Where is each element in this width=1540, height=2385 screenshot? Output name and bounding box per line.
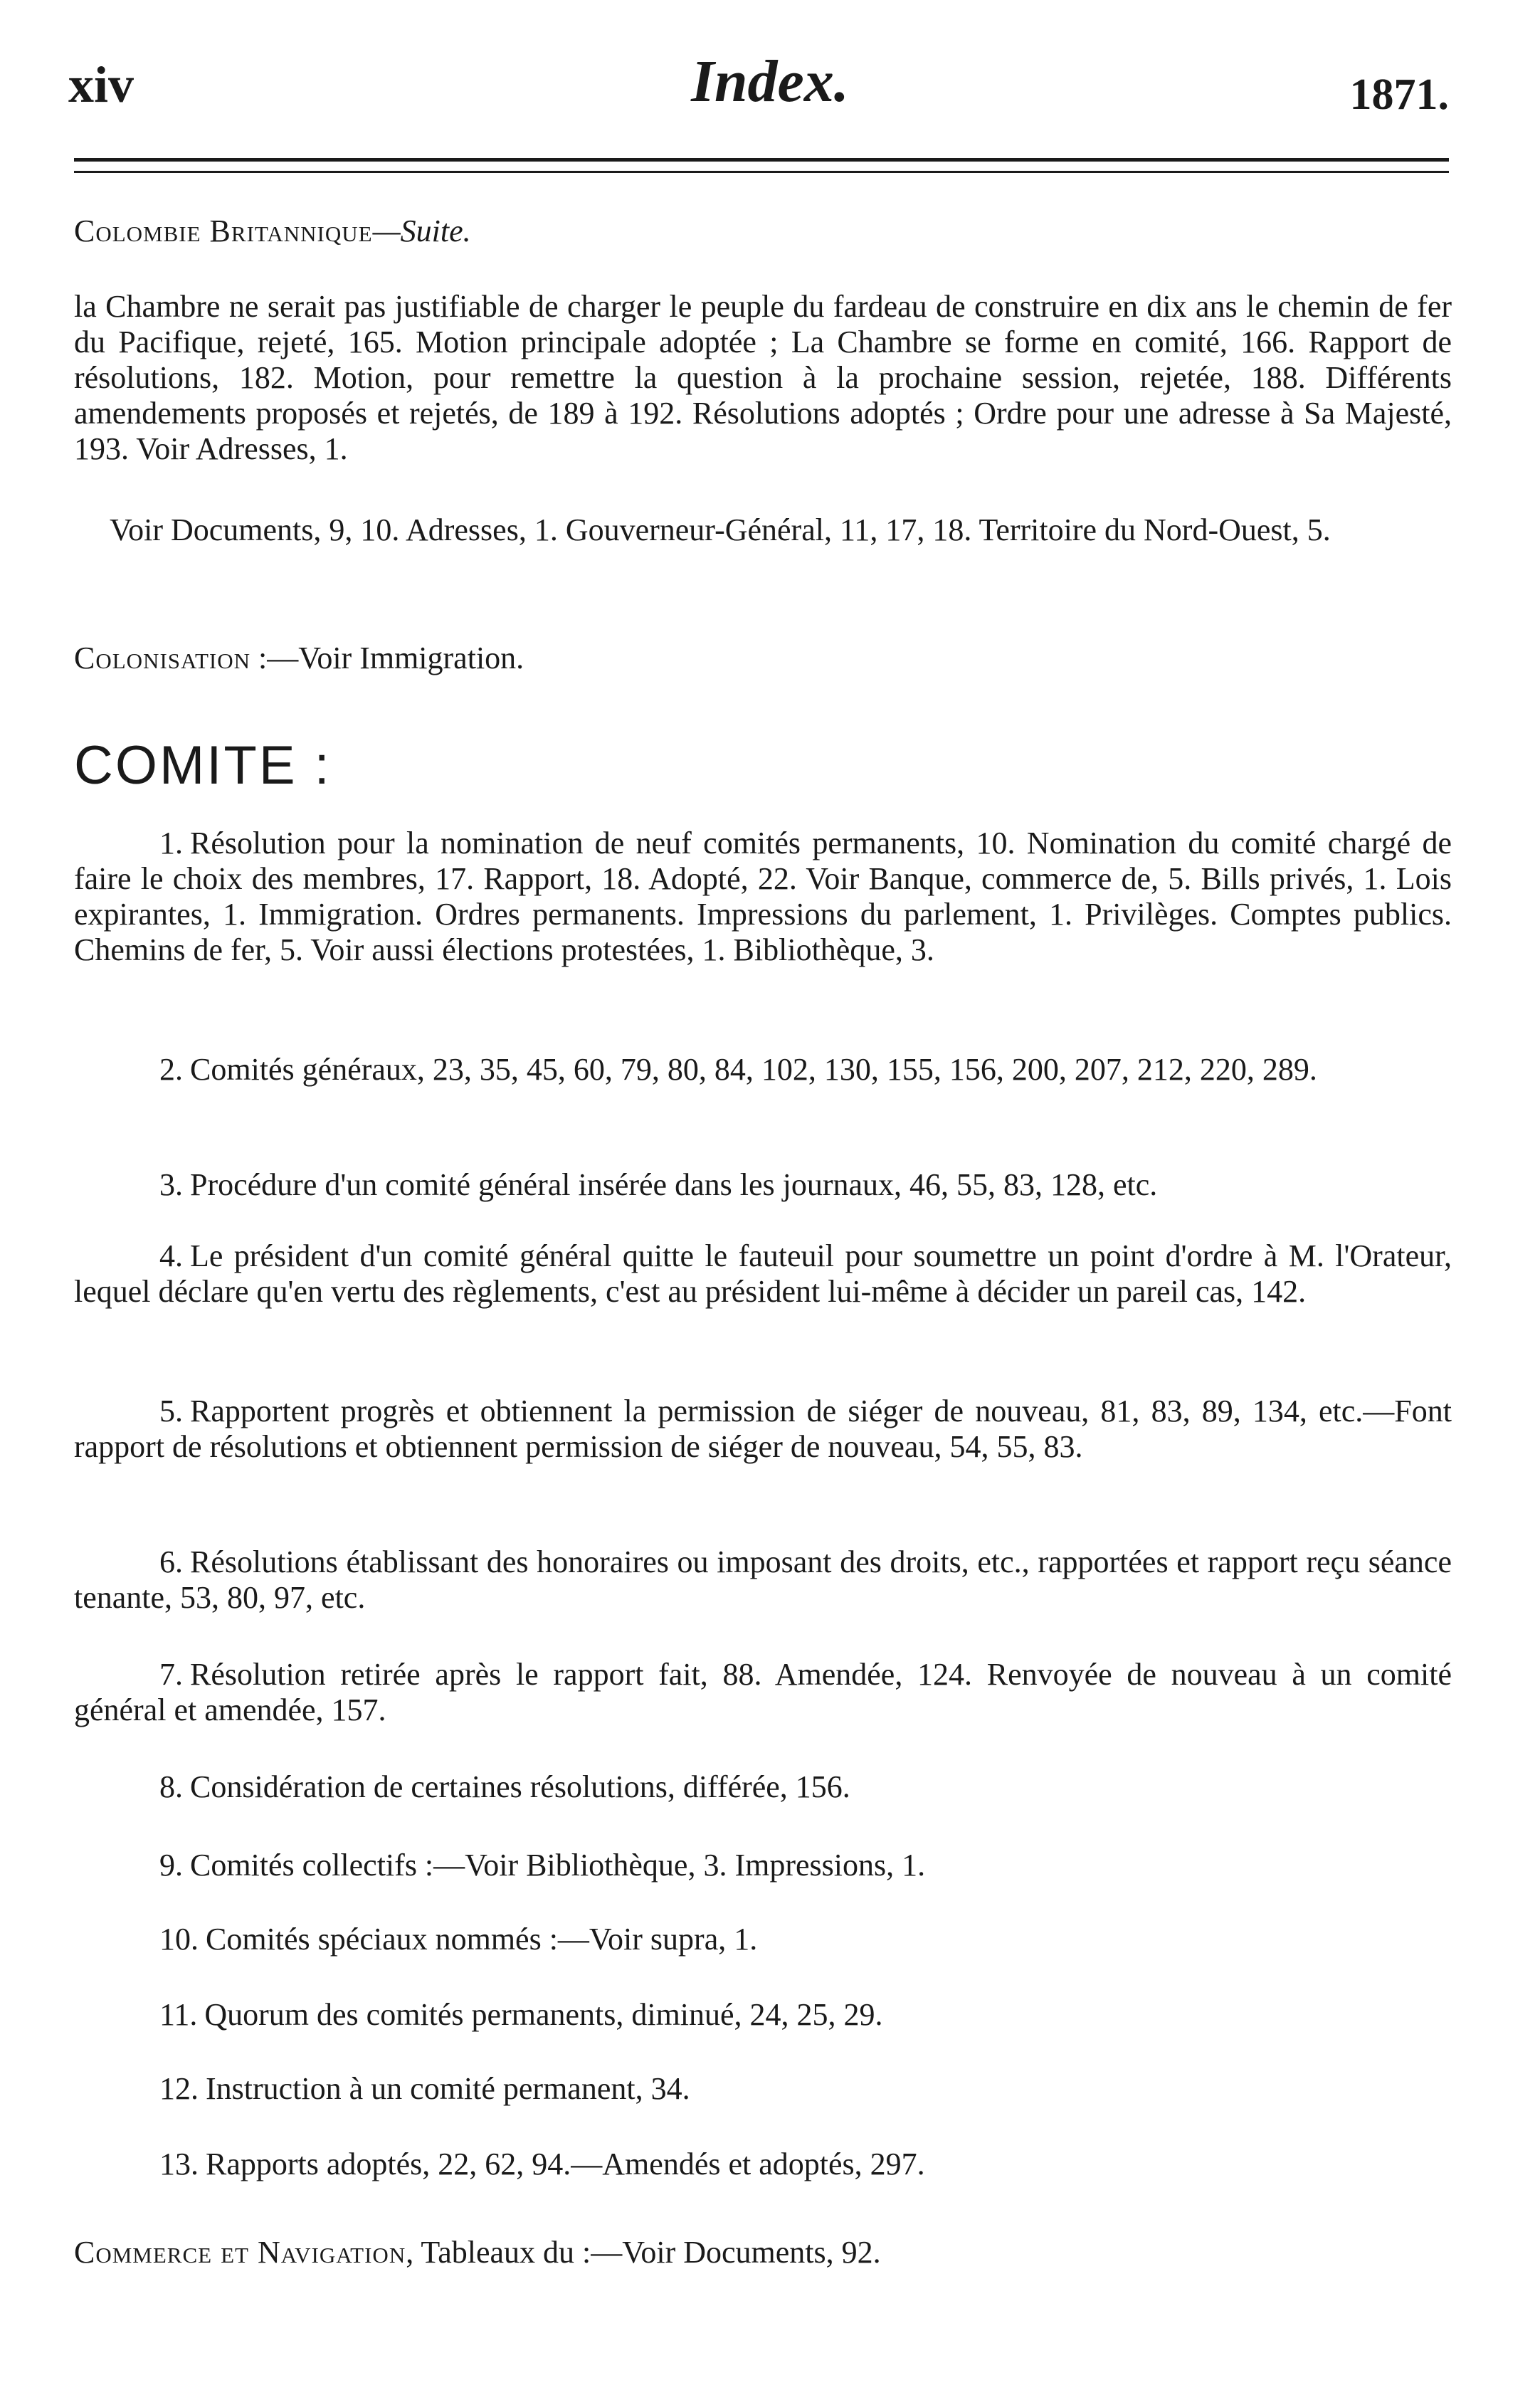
comite-item-number: 5. xyxy=(159,1394,183,1428)
commerce-text: , Tableaux du :—Voir Documents, 92. xyxy=(406,2235,881,2270)
comite-item-text: Résolution retirée après le rapport fait, 88. Amendée, 124. Renvoyée de nouveau à un comité général et amendée, 157. xyxy=(74,1657,1452,1727)
comite-item-number: 1. xyxy=(159,826,183,860)
page-year: 1871. xyxy=(1349,70,1449,119)
page-title: Index. xyxy=(691,48,849,115)
colombie-heading-main: Colombie Britannique xyxy=(74,214,373,248)
comite-item-number: 7. xyxy=(159,1657,183,1692)
comite-item-number: 12. xyxy=(159,2071,199,2106)
comite-item-10 xyxy=(74,1922,1452,1957)
comite-item-text: Rapportent progrès et obtiennent la permission de siéger de nouveau, 81, 83, 89, 134, etc.—Font rapport de résolutions et obtiennent permission de siéger de nouveau, 54, 55, 83. xyxy=(74,1394,1452,1464)
comite-item-7 xyxy=(74,1657,1452,1728)
comite-item-text: Procédure d'un comité général insérée dans les journaux, 46, 55, 83, 128, etc. xyxy=(190,1167,1158,1202)
header-rule-thick xyxy=(74,158,1449,162)
comite-item-number: 4. xyxy=(159,1238,183,1273)
comite-item-number: 3. xyxy=(159,1167,183,1202)
comite-item-text: Comités spéciaux nommés :—Voir supra, 1. xyxy=(206,1922,758,1957)
comite-item-number: 13. xyxy=(159,2147,199,2181)
page-number: xiv xyxy=(68,56,135,113)
comite-item-text: Considération de certaines résolutions, différée, 156. xyxy=(190,1769,850,1804)
comite-item-6 xyxy=(74,1544,1452,1616)
commerce-entry xyxy=(74,2235,1452,2270)
comite-item-2 xyxy=(74,1052,1452,1088)
colonisation-heading: Colonisation xyxy=(74,641,250,675)
comite-item-number: 6. xyxy=(159,1544,183,1579)
comite-item-text: Le président d'un comité général quitte le fauteuil pour soumettre un point d'ordre à M. l'Orateur, lequel déclare qu'en vertu des règlements, c'est au président lui-même à décider un pareil cas, 142. xyxy=(74,1238,1452,1309)
comite-item-number: 9. xyxy=(159,1848,183,1883)
comite-item-number: 2. xyxy=(159,1052,183,1087)
comite-item-text: Comités généraux, 23, 35, 45, 60, 79, 80, 84, 102, 130, 155, 156, 200, 207, 212, 220, 289. xyxy=(190,1052,1317,1087)
comite-item-text: Comités collectifs :—Voir Bibliothèque, 3. Impressions, 1. xyxy=(190,1848,926,1883)
commerce-heading: Commerce et Navigation xyxy=(74,2235,406,2270)
comite-item-1 xyxy=(74,826,1452,968)
comite-item-3 xyxy=(74,1167,1452,1203)
colombie-heading-suffix: —Suite. xyxy=(372,214,471,248)
colonisation-text: :—Voir Immigration. xyxy=(250,641,524,675)
comite-item-text: Quorum des comités permanents, diminué, 24, 25, 29. xyxy=(204,1997,883,2032)
header-rule-thin xyxy=(74,171,1449,173)
comite-item-11 xyxy=(74,1997,1452,2033)
comite-item-text: Instruction à un comité permanent, 34. xyxy=(206,2071,690,2106)
comite-item-13 xyxy=(74,2147,1452,2182)
comite-item-9 xyxy=(74,1848,1452,1883)
colonisation-entry xyxy=(74,641,1452,676)
comite-item-number: 11. xyxy=(159,1997,198,2032)
colombie-body: la Chambre ne serait pas justifiable de charger le peuple du fardeau de construire en dix ans le chemin de fer du Pacifique, rejeté, 165. Motion principale adoptée ; La Chambre se forme en comité, 166. Rapport de résolutions, 182. Motion, pour remettre la question à la prochaine session, rejetée, 188. Différents amendements proposés et rejetés, de 189 à 192. Résolutions adoptés ; Ordre pour une adresse à Sa Majesté, 193. Voir Adresses, 1. xyxy=(74,289,1452,466)
comite-heading: COMITE : xyxy=(74,735,332,796)
colombie-voir: Voir Documents, 9, 10. Adresses, 1. Gouverneur-Général, 11, 17, 18. Territoire du Nord-Ouest, 5. xyxy=(110,512,1331,547)
comite-item-text: Rapports adoptés, 22, 62, 94.—Amendés et adoptés, 297. xyxy=(206,2147,925,2181)
colombie-heading xyxy=(74,214,1452,249)
comite-item-text: Résolutions établissant des honoraires ou imposant des droits, etc., rapportées et rapport reçu séance tenante, 53, 80, 97, etc. xyxy=(74,1544,1452,1615)
comite-item-4 xyxy=(74,1238,1452,1310)
comite-item-number: 8. xyxy=(159,1769,183,1804)
comite-item-number: 10. xyxy=(159,1922,199,1957)
comite-item-text: Résolution pour la nomination de neuf comités permanents, 10. Nomination du comité chargé de faire le choix des membres, 17. Rapport, 18. Adopté, 22. Voir Banque, commerce de, 5. Bills privés, 1. Lois expirantes, 1. Immigration. Ordres permanents. Impressions du parlement, 1. Privilèges. Comptes publics. Chemins de fer, 5. Voir aussi élections protestées, 1. Bibliothèque, 3. xyxy=(74,826,1452,967)
comite-item-5 xyxy=(74,1394,1452,1465)
comite-item-12 xyxy=(74,2071,1452,2107)
comite-item-8 xyxy=(74,1769,1452,1805)
